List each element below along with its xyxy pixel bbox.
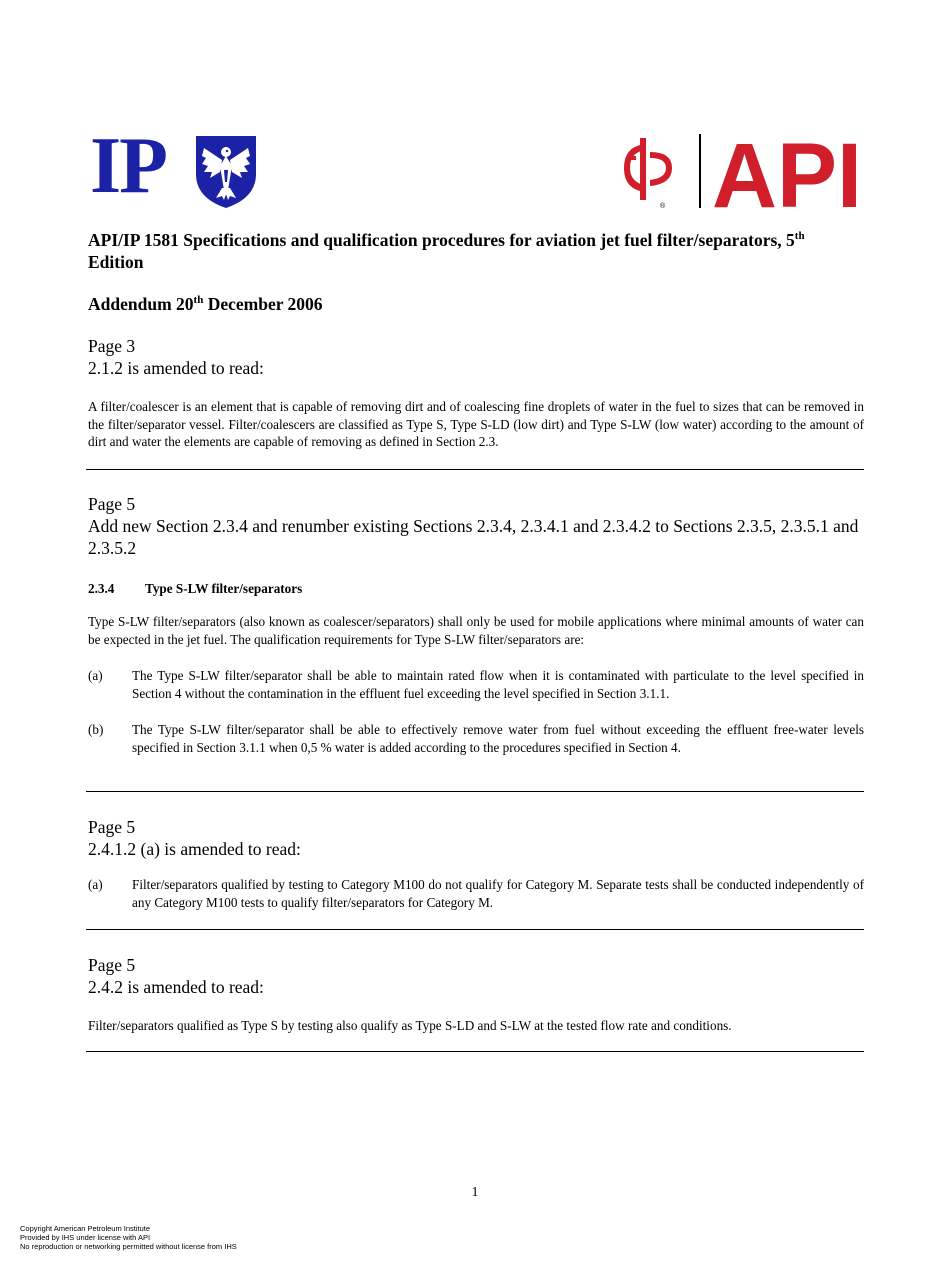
- page-ref: Page 5: [88, 817, 136, 837]
- list-item-text: Filter/separators qualified by testing to Category M100 do not qualify for Category M. Separate tests shall be conducted independently of any Category M100 tests to qualify filter/separators for Category M.: [132, 877, 864, 910]
- title-superscript: th: [794, 230, 805, 242]
- section-divider: [86, 469, 864, 470]
- api-logo: [618, 130, 868, 212]
- list-item: [88, 667, 864, 702]
- section-1-body: A filter/coalescer is an element that is capable of removing dirt and of coalescing fine droplets of water in the fuel to sizes that can be removed in the filter/separator vessel. Filter/coalescers are classified as Type S, Type S-LD (low dirt) and Type S-LW (low water) according to the amount of dirt and water the elements are capable of removing as defined in Section 2.3.: [88, 399, 864, 449]
- api-logo-text: API: [712, 130, 862, 212]
- subsection-title: Type S-LW filter/separators: [145, 581, 303, 596]
- footer-line: Provided by IHS under license with API: [20, 1233, 151, 1243]
- api-emblem-icon: [618, 130, 868, 212]
- svg-text:®: ®: [660, 203, 666, 210]
- section-divider: [86, 1051, 864, 1052]
- section-4-header: [88, 954, 868, 998]
- section-divider: [86, 929, 864, 930]
- list-item-label: (a): [88, 668, 103, 683]
- title-main: API/IP 1581 Specifications and qualification procedures for aviation jet fuel filter/separators, 5: [88, 230, 795, 250]
- list-item-label: (a): [88, 877, 103, 892]
- amendment-heading: 2.4.2 is amended to read:: [88, 977, 264, 997]
- copyright-footer: [20, 1224, 237, 1252]
- amendment-heading: Add new Section 2.3.4 and renumber existing Sections 2.3.4, 2.3.4.1 and 2.3.4.2 to Sections 2.3.5, 2.3.5.1 and 2.3.5.2: [88, 516, 859, 558]
- section-2-body: Type S-LW filter/separators (also known as coalescer/separators) shall only be used for mobile applications where minimal amounts of water can be expected in the jet fuel. The qualification requirements for Type S-LW filter/separators are:: [88, 614, 864, 647]
- list-item-text: The Type S-LW filter/separator shall be able to effectively remove water from fuel without exceeding the effluent free-water levels specified in Section 3.1.1 when 0,5 % water is added according to the procedures specified in Section 4.: [132, 722, 864, 755]
- amendment-heading: 2.4.1.2 (a) is amended to read:: [88, 839, 301, 859]
- subsection-heading: [88, 580, 302, 597]
- eagle-shield-icon: [194, 134, 258, 210]
- page-number: 1: [471, 1185, 479, 1200]
- list-item-label: (b): [88, 722, 104, 737]
- section-4-body: Filter/separators qualified as Type S by testing also qualify as Type S-LD and S-LW at the tested flow rate and conditions.: [88, 1018, 732, 1033]
- page-ref: Page 5: [88, 494, 136, 514]
- ip-logo-text: IP: [90, 122, 166, 210]
- list-item: [88, 721, 864, 756]
- subsection-number: 2.3.4: [88, 581, 115, 596]
- section-3-header: [88, 816, 868, 860]
- footer-line: No reproduction or networking permitted without license from IHS: [20, 1242, 237, 1252]
- amendment-heading: 2.1.2 is amended to read:: [88, 358, 264, 378]
- section-divider: [86, 791, 864, 792]
- footer-line: Copyright American Petroleum Institute: [20, 1224, 151, 1233]
- page-ref: Page 3: [88, 336, 136, 356]
- addendum-date: Addendum 20th December 2006: [88, 294, 323, 314]
- ip-logo: [90, 122, 270, 212]
- page-ref: Page 5: [88, 955, 136, 975]
- document-title: [88, 229, 868, 273]
- list-item-text: The Type S-LW filter/separator shall be able to maintain rated flow when it is contaminated with particulate to the level specified in Section 4 without the contamination in the effluent fuel exceeding the level specified in Section 3.1.1.: [132, 668, 864, 701]
- title-line2: Edition: [88, 252, 144, 272]
- section-2-header: [88, 493, 868, 559]
- list-item: [88, 876, 864, 911]
- section-1-header: [88, 335, 868, 379]
